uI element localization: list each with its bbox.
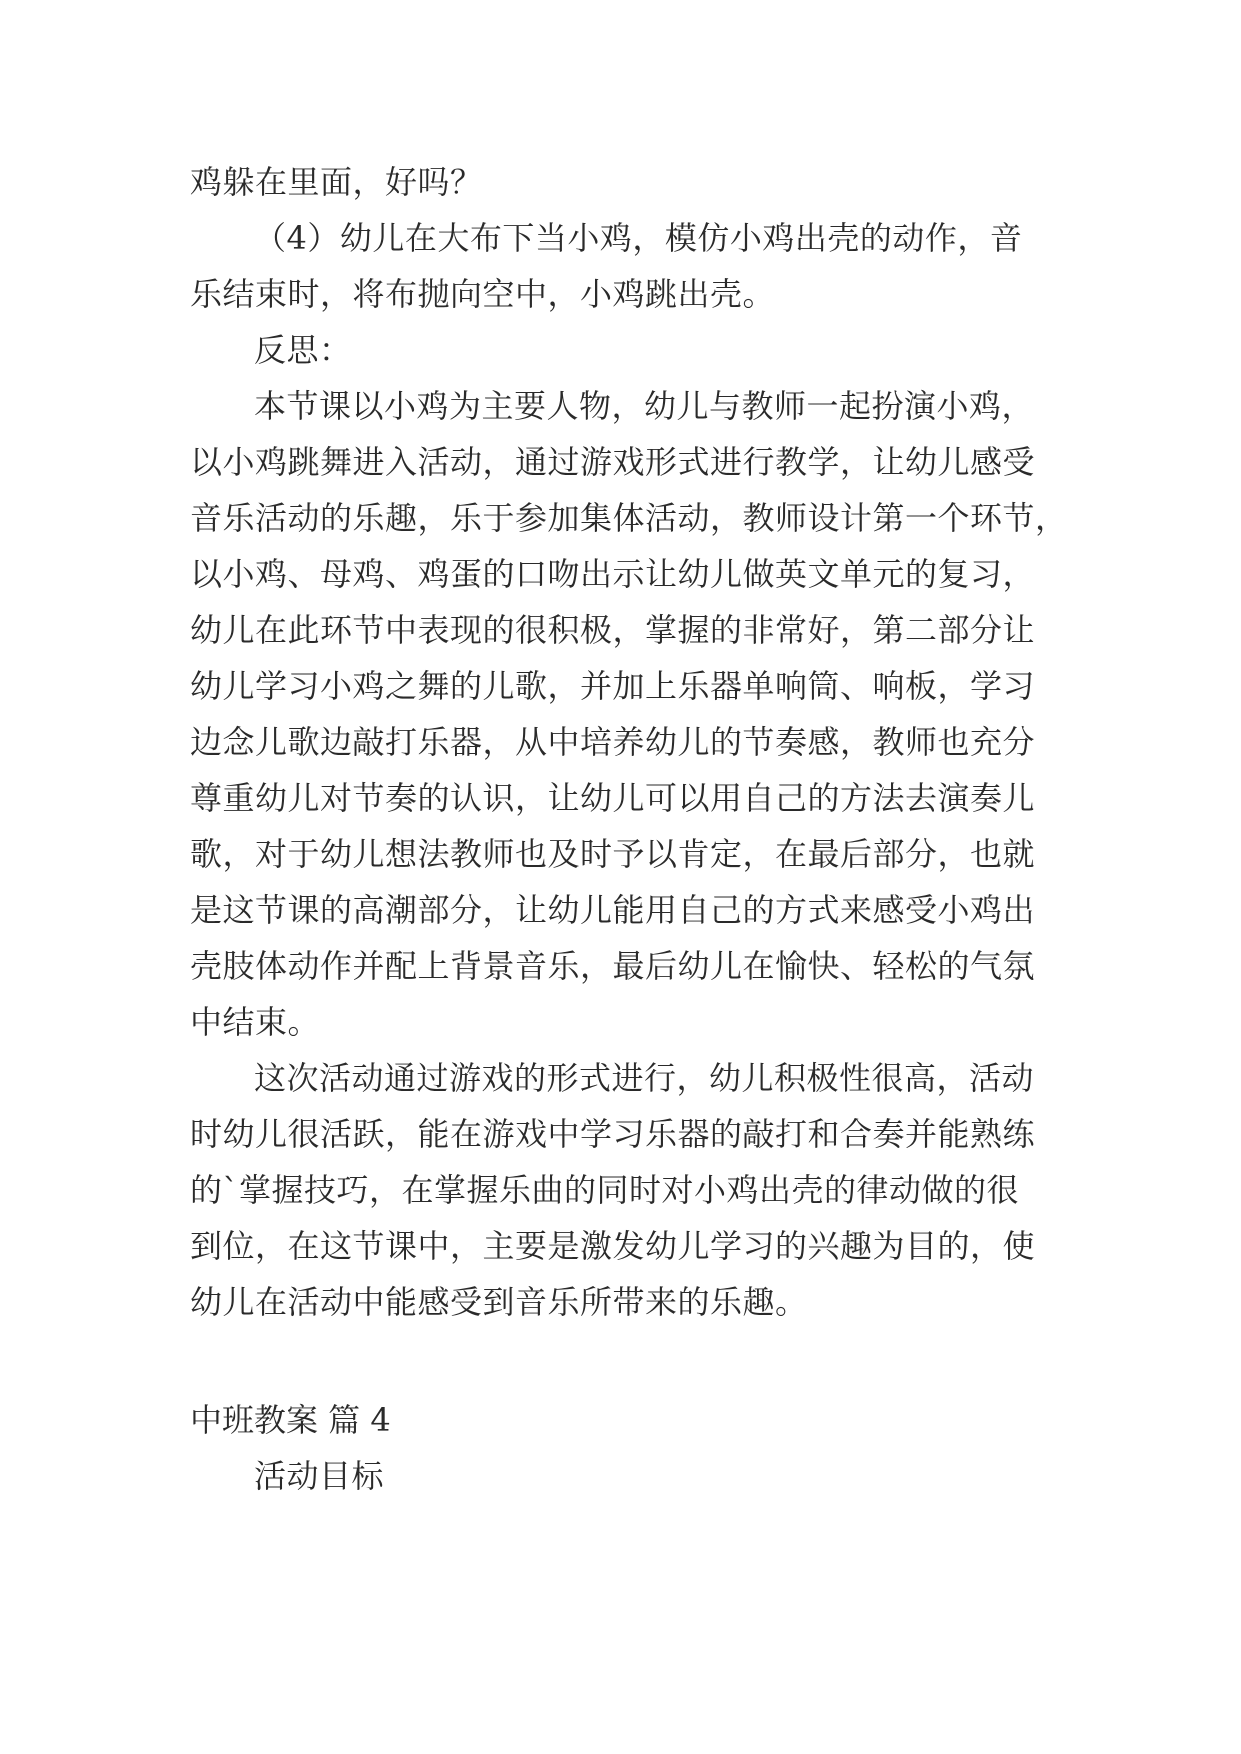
text-line: 壳肢体动作并配上背景音乐，最后幼儿在愉快、轻松的气氛 xyxy=(190,947,1036,985)
text-line: 的`掌握技巧，在掌握乐曲的同时对小鸡出壳的律动做的很 xyxy=(190,1171,1020,1209)
subsection-heading: 活动目标 xyxy=(254,1457,385,1495)
text-line: 尊重幼儿对节奏的认识，让幼儿可以用自己的方法去演奏儿 xyxy=(190,779,1036,817)
text-line: 中结束。 xyxy=(190,1003,321,1041)
text-line: 幼儿在活动中能感受到音乐所带来的乐趣。 xyxy=(190,1283,808,1321)
text-line: 是这节课的高潮部分，让幼儿能用自己的方式来感受小鸡出 xyxy=(190,891,1036,929)
text-line: 时幼儿很活跃，能在游戏中学习乐器的敲打和合奏并能熟练 xyxy=(190,1115,1036,1153)
text-line: 以小鸡跳舞进入活动，通过游戏形式进行教学，让幼儿感受 xyxy=(190,443,1036,481)
text-line: （4）幼儿在大布下当小鸡，模仿小鸡出壳的动作，音 xyxy=(254,219,1023,257)
text-line: 反思： xyxy=(254,331,352,369)
text-line: 本节课以小鸡为主要人物，幼儿与教师一起扮演小鸡， xyxy=(254,387,1035,425)
text-line: 幼儿学习小鸡之舞的儿歌，并加上乐器单响筒、响板，学习 xyxy=(190,667,1036,705)
text-line: 歌，对于幼儿想法教师也及时予以肯定，在最后部分，也就 xyxy=(190,835,1036,873)
text-line: 乐结束时，将布抛向空中，小鸡跳出壳。 xyxy=(190,275,776,313)
text-line: 鸡躲在里面，好吗？ xyxy=(190,163,483,201)
text-line: 音乐活动的乐趣，乐于参加集体活动，教师设计第一个环节， xyxy=(190,499,1068,537)
text-line: 以小鸡、母鸡、鸡蛋的口吻出示让幼儿做英文单元的复习， xyxy=(190,555,1036,593)
text-line: 幼儿在此环节中表现的很积极，掌握的非常好，第二部分让 xyxy=(190,611,1036,649)
text-line: 边念儿歌边敲打乐器，从中培养幼儿的节奏感，教师也充分 xyxy=(190,723,1036,761)
section-heading: 中班教案 篇 4 xyxy=(190,1401,391,1439)
text-line: 这次活动通过游戏的形式进行，幼儿积极性很高，活动 xyxy=(254,1059,1035,1097)
text-line: 到位，在这节课中，主要是激发幼儿学习的兴趣为目的，使 xyxy=(190,1227,1036,1265)
